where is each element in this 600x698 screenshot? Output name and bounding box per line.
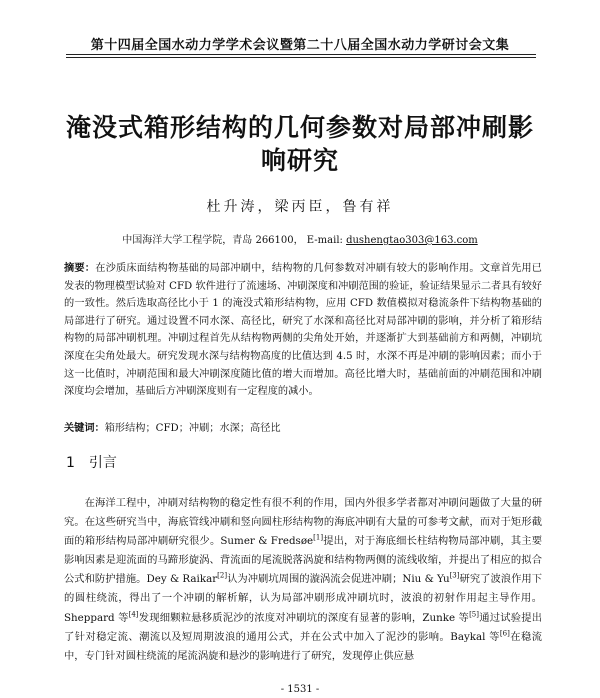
body-text-5: 发现细颗粒悬移质泥沙的浓度对冲刷坑的深度有显著的影响，Zunke 等 xyxy=(138,611,470,624)
affiliation xyxy=(0,231,600,246)
section-number: 1 xyxy=(66,455,75,471)
citation-ref-5: [5] xyxy=(469,610,479,619)
keywords-text: 箱形结构；CFD；冲刷；水深；高径比 xyxy=(104,423,281,434)
citation-ref-6: [6] xyxy=(499,629,510,638)
affiliation-text: 中国海洋大学工程学院，青岛 266100， E-mail: xyxy=(122,235,347,246)
keywords xyxy=(64,420,542,437)
header-rule-top xyxy=(66,54,536,55)
body-text-6: 通过试验提出了针对稳定流、潮流以及短周期波浪的通用公式，并在公式中加入了泥沙的影响。Baykal 等 xyxy=(64,611,543,643)
abstract-text: 在沙质床面结构物基础的局部冲刷中，结构物的几何参数对冲刷有较大的影响作用。文章首先用已发表的物理模型试验对 CFD 软件进行了流速场、冲刷深度和冲刷范围的验证，验证结果显示二者具有较好的一致性。然后选取高径比小于 1 的淹没式箱形结构物，应用 CFD 数值模拟对稳流条件下结构物基础的局部进行了研究。通过设置不同水深、高径比，研究了水深和高径比对局部冲刷的影响，并分析了箱形结构物的局部冲刷机理。冲刷过程首先从结构物两侧的尖角处开始，并逐渐扩大到基础前方和两侧，冲刷坑深度在尖角处最大。研究发现水深与结构物高度的比值达到 4.5 时，水深不再是冲刷的影响因素；而小于这一比值时，冲刷范围和最大冲刷深度随比值的增大而增加。高径比增大时，基础前面的冲刷范围和冲刷深度均会增加，基础后方冲刷深度则有一定程度的减小。 xyxy=(64,263,542,398)
citation-ref-1: [1] xyxy=(313,533,324,542)
header-rule-bottom xyxy=(66,57,536,58)
citation-ref-2: [2] xyxy=(217,571,228,580)
body-paragraph xyxy=(64,494,542,666)
section-title: 引言 xyxy=(88,455,117,471)
body-text-2: 提出，对于海底细长柱结构物局部冲刷，其主要影响因素是迎流面的马蹄形旋涡、背流面的尾流脱落涡旋和结构物两侧的流线收缩，并提出了相应的拟合公式和防护措施。Dey & Raikar xyxy=(64,535,542,586)
keywords-label: 关键词： xyxy=(64,423,105,434)
abstract xyxy=(64,260,542,401)
running-header: 第十四届全国水动力学学术会议暨第二十八届全国水动力学研讨会文集 xyxy=(90,38,510,53)
authors: 杜升涛，梁丙臣，鲁有祥 xyxy=(206,199,394,215)
citation-ref-3: [3] xyxy=(449,571,460,580)
paper-title-line2: 响研究 xyxy=(260,146,339,175)
body-text-3: 认为冲刷坑周围的漩涡流会促进冲刷；Niu & Yu xyxy=(227,573,450,586)
email-link[interactable]: dushengtao303@163.com xyxy=(346,235,478,246)
body-text-4: 研究了波浪作用下的圆柱绕流，得出了一个冲刷的解析解，认为局部冲刷形成冲刷坑时，波浪的初射作用起主导作用。Sheppard 等 xyxy=(64,573,542,624)
body-text-7: 在稳流中，专门针对圆柱绕流的尾流涡旋和悬沙的影响进行了研究，发现停止供应悬 xyxy=(64,630,543,662)
section-heading xyxy=(66,452,117,472)
citation-ref-4: [4] xyxy=(128,610,139,619)
body-text-1: 在海洋工程中，冲刷对结构物的稳定性有很不利的作用，国内外很多学者都对冲刷问题做了大量的研究。在这些研究当中，海底管线冲刷和竖向圆柱形结构物的海底冲刷有大量的可参考文献，而对于矩形截面的箱形结构局部冲刷研究很少。Sumer & Fredsøe xyxy=(64,497,542,548)
page-number: - 1531 - xyxy=(280,684,320,695)
abstract-label: 摘要： xyxy=(64,263,96,274)
paper-title-line1: 淹没式箱形结构的几何参数对局部冲刷影 xyxy=(65,113,534,142)
